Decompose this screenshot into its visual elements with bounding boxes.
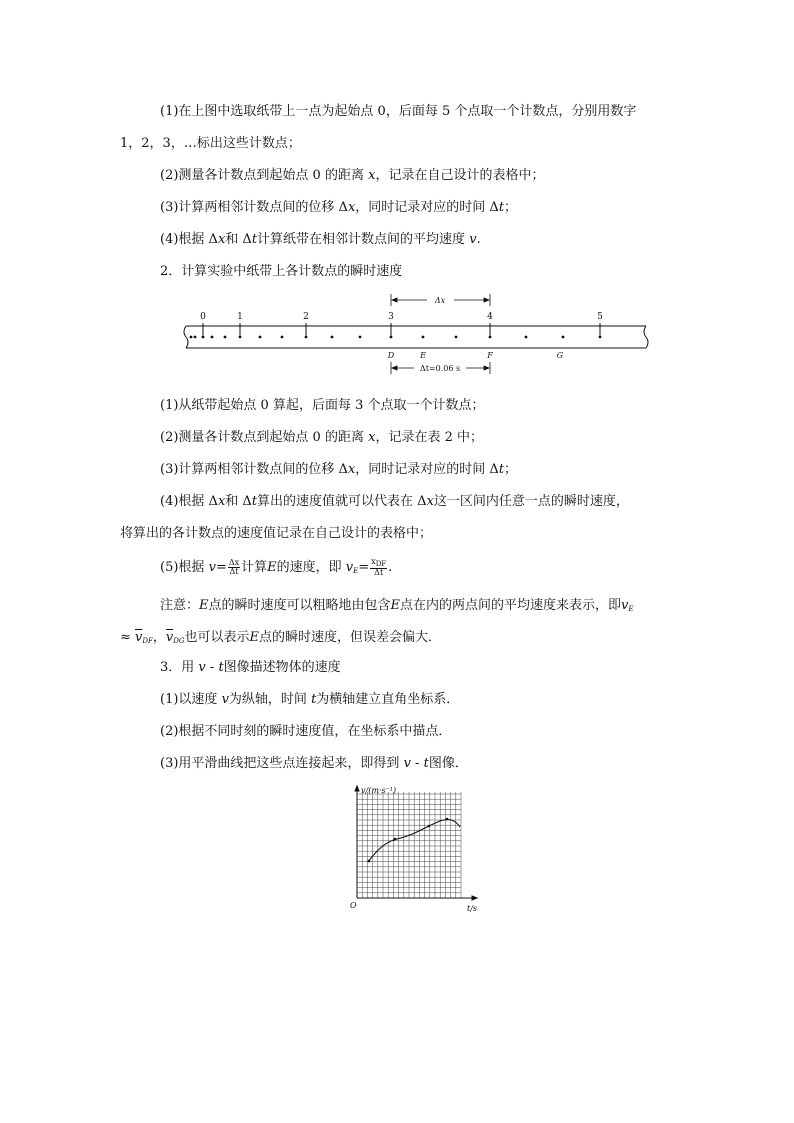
paragraph-2-4: (4)根据 Δx和 Δt算出的速度值就可以代表在 Δx这一区间内任意一点的瞬时速度，: [160, 494, 629, 509]
paragraph-3-3: (3)用平滑曲线把这些点连接起来，即得到 v - t图像．: [160, 756, 468, 771]
paragraph-2-5: (5)根据 v= $\frac{\Delta x}{\Delta t}$ 计算E的速度，即 $v_E=$ $\frac{\text{xDF}}{\Delta t}$ .: [160, 557, 393, 577]
x-axis-label: t/s: [467, 904, 478, 913]
count-label-1: 1: [237, 312, 243, 322]
paragraph-1-4: (4)根据 Δx和 Δt计算纸带在相邻计数点间的平均速度 v.: [160, 232, 481, 247]
paragraph-1-1: (1)在上图中选取纸带上一点为起始点 0，后面每 5 个点取一个计数点，分别用数字: [160, 104, 637, 119]
data-points: [368, 818, 449, 863]
formula-fraction-2: $\frac{\text{xDF}}{\Delta t}$: [371, 557, 387, 577]
paragraph-3-2: (2)根据不同时刻的瞬时速度值，在坐标系中描点．: [160, 724, 452, 739]
dt-label: Δt=0.06 s: [419, 364, 461, 373]
count-label-4: 4: [487, 312, 493, 322]
paragraph-1-1-cont: 1，2，3，…标出这些计数点；: [120, 136, 301, 151]
v-t-graph: [345, 780, 485, 915]
graph-grid: [357, 792, 461, 898]
count-label-0: 0: [200, 312, 206, 322]
paragraph-2-4-cont: 将算出的各计数点的速度值记录在自己设计的表格中；: [120, 526, 433, 541]
paragraph-2-1: (1)从纸带起始点 0 算起，后面每 3 个点取一个计数点；: [160, 398, 485, 413]
origin-label: O: [350, 901, 357, 910]
section-2-title: 2．计算实验中纸带上各计数点的瞬时速度: [160, 264, 403, 279]
paragraph-2-3: (3)计算两相邻计数点间的位移 Δx，同时记录对应的时间 Δt；: [160, 462, 518, 477]
count-label-3: 3: [388, 312, 394, 322]
paper-tape-figure: [180, 288, 650, 380]
letter-label-g: G: [556, 351, 564, 360]
y-axis-label: v/(m·s⁻¹): [361, 786, 397, 795]
count-markers: [203, 323, 600, 337]
count-label-2: 2: [303, 312, 309, 322]
note-line-1: 注意：E点的瞬时速度可以粗略地由包含E点在内的两点间的平均速度来表示，即$v_E$: [160, 598, 634, 613]
section-3-title: 3．用 v - t图像描述物体的速度: [160, 660, 341, 675]
tape-dots: [190, 336, 602, 339]
paragraph-1-2: (2)测量各计数点到起始点 0 的距离 x，记录在自己设计的表格中；: [160, 168, 545, 183]
paragraph-3-1: (1)以速度 v为纵轴，时间 t为横轴建立直角坐标系．: [160, 692, 460, 707]
formula-fraction-1: $\frac{\Delta x}{\Delta t}$: [228, 558, 240, 576]
dx-label: Δx: [434, 296, 446, 305]
letter-label-f: F: [487, 351, 493, 360]
letter-label-e: E: [420, 351, 426, 360]
paragraph-2-2: (2)测量各计数点到起始点 0 的距离 x，记录在表 2 中；: [160, 430, 483, 445]
count-label-5: 5: [597, 312, 603, 322]
graph-axes: [355, 786, 477, 900]
letter-label-d: D: [387, 351, 395, 360]
note-line-2: ≈ $\overline{v}_{DF}$，$\overline{v}_{DG}$也可以表示E点的瞬时速度，但误差会偏大．: [120, 630, 441, 645]
paragraph-1-3: (3)计算两相邻计数点间的位移 Δx，同时记录对应的时间 Δt；: [160, 200, 518, 215]
